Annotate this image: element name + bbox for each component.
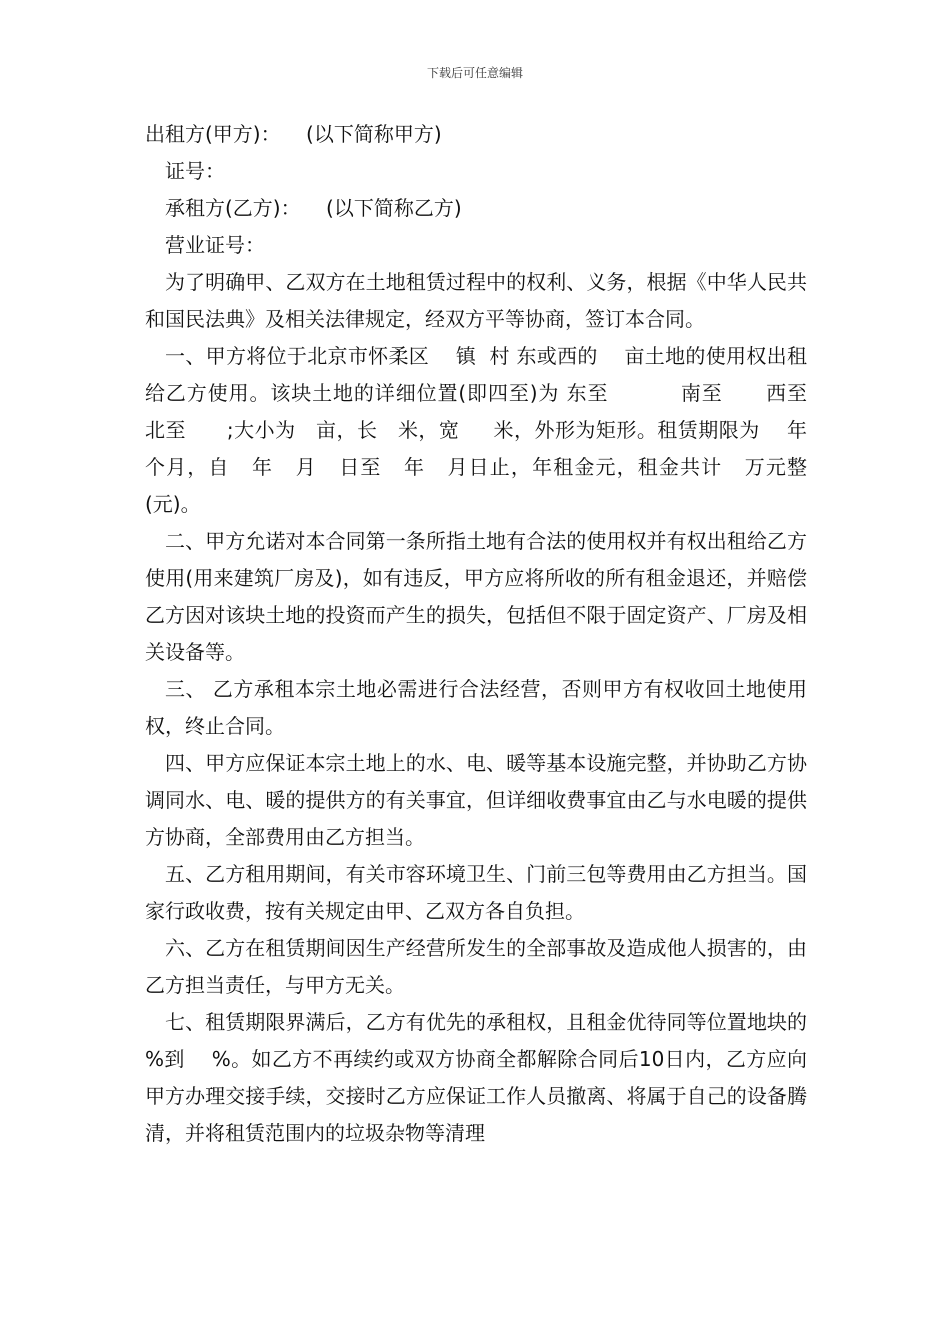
clause-5-paragraph: 五、乙方租用期间，有关市容环境卫生、门前三包等费用由乙方担当。国家行政收费，按有关规定由甲、乙双方各自负担。 xyxy=(145,862,807,923)
lessor-id-line: 证号： xyxy=(165,159,225,183)
lessee-line: 承租方(乙方)： (以下简称乙方) xyxy=(165,196,462,220)
clause-4-paragraph: 四、甲方应保证本宗土地上的水、电、暖等基本设施完整，并协助乙方协调同水、电、暖的提供方的有关事宜，但详细收费事宜由乙与水电暖的提供方协商，全部费用由乙方担当。 xyxy=(145,751,807,849)
clause-3-paragraph: 三、 乙方承租本宗土地必需进行合法经营，否则甲方有权收回土地使用权，终止合同。 xyxy=(145,677,807,738)
lessor-line: 出租方(甲方)： (以下简称甲方) xyxy=(145,122,442,146)
clause-1-paragraph: 一、甲方将位于北京市怀柔区 镇 村 东或西的 亩土地的使用权出租给乙方使用。该块土地的详细位置(即四至)为 东至 南至 西至 北至 ;大小为 亩，长 米，宽 米，外形为矩形。租赁期限为 年 个月，自 年 月 日至 年 月日止，年租金元，租金共计 万元整(元)。 xyxy=(145,344,846,516)
lessee-license-line: 营业证号： xyxy=(165,233,265,257)
clause-2-paragraph: 二、甲方允诺对本合同第一条所指土地有合法的使用权并有权出租给乙方使用(用来建筑厂房及)，如有违反，甲方应将所收的所有租金退还，并赔偿乙方因对该块土地的投资而产生的损失，包括但不限于固定资产、厂房及相关设备等。 xyxy=(145,529,807,664)
contract-body xyxy=(145,116,846,1152)
page-header-note: 下载后可任意编辑 xyxy=(426,66,523,80)
clause-7-paragraph: 七、租赁期限界满后，乙方有优先的承租权，且租金优待同等位置地块的 %到 %。如乙方不再续约或双方协商全都解除合同后10日内，乙方应向甲方办理交接手续，交接时乙方应保证工作人员撤离、将属于自己的设备腾清，并将租赁范围内的垃圾杂物等清理 xyxy=(145,1010,833,1145)
clause-6-paragraph: 六、乙方在租赁期间因生产经营所发生的全部事故及造成他人损害的，由乙方担当责任，与甲方无关。 xyxy=(145,936,807,997)
preamble-paragraph: 为了明确甲、乙双方在土地租赁过程中的权利、义务，根据《中华人民共和国民法典》及相关法律规定，经双方平等协商，签订本合同。 xyxy=(145,270,807,331)
